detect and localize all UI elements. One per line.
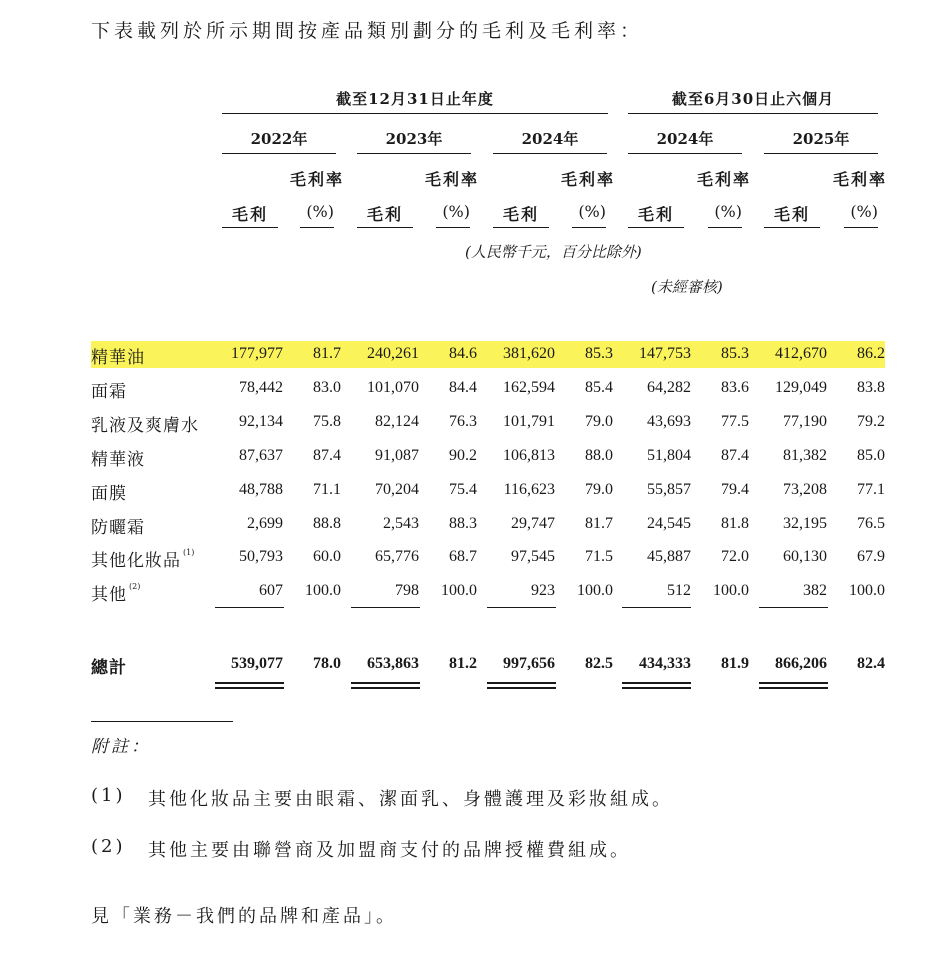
gross-profit-cell: 60,130 [783, 548, 827, 566]
year-header-2023: 2023年 [385, 130, 443, 148]
total-cell: 866,206 [775, 655, 827, 672]
margin-cell: 85.3 [585, 345, 613, 362]
row-label: 其他化妝品 [91, 551, 181, 572]
row-label: 精華液 [91, 449, 145, 470]
margin-cell: 83.0 [313, 378, 341, 396]
margin-cell: 87.4 [721, 446, 749, 464]
gross-profit-cell: 73,208 [783, 480, 827, 498]
margin-cell: 85.3 [721, 345, 749, 362]
row-label: 面霜 [91, 381, 127, 402]
gross-profit-cell: 87,637 [239, 446, 283, 464]
margin-unit-header: (%) [714, 202, 742, 221]
footnote-number: (2) [91, 836, 126, 857]
margin-cell: 77.1 [857, 480, 885, 498]
margin-cell: 84.4 [449, 378, 477, 396]
gross-profit-cell: 29,747 [511, 514, 555, 532]
gross-profit-cell: 82,124 [375, 412, 419, 430]
margin-cell: 100.0 [441, 582, 477, 600]
margin-cell: 71.5 [585, 548, 613, 566]
unit-note: (人民幣千元，百分比除外) [465, 243, 642, 261]
gross-profit-cell: 65,776 [375, 548, 419, 566]
margin-cell: 81.7 [313, 345, 341, 362]
margin-cell: 100.0 [305, 582, 341, 600]
margin-cell: 79.4 [721, 480, 749, 498]
year-header-2024-annual: 2024年 [521, 130, 579, 148]
table-row [91, 511, 885, 538]
year-header-2024-interim: 2024年 [656, 130, 714, 148]
margin-cell: 100.0 [713, 582, 749, 600]
gross-profit-cell: 923 [531, 582, 555, 600]
table-row [91, 341, 885, 368]
gross-profit-cell: 24,545 [647, 514, 691, 532]
year-underline [493, 153, 607, 154]
total-double-underline [622, 682, 691, 684]
gross-profit-cell: 240,261 [367, 345, 419, 362]
group-header-interim: 截至6月30日止六個月 [671, 90, 835, 108]
gross-profit-cell: 97,545 [511, 548, 555, 566]
margin-cell: 76.5 [857, 514, 885, 532]
gross-profit-cell: 77,190 [783, 412, 827, 430]
subtotal-underline [759, 607, 828, 608]
group-header-annual: 截至12月31日止年度 [336, 90, 494, 108]
year-underline [764, 153, 878, 154]
gross-profit-cell: 32,195 [783, 514, 827, 532]
gross-profit-cell: 51,804 [647, 446, 691, 464]
table-row [91, 578, 885, 605]
margin-header: 毛利率 [561, 170, 616, 189]
row-label: 精華油 [91, 348, 145, 368]
table-row [91, 544, 885, 571]
total-cell: 653,863 [367, 655, 419, 672]
see-also-text: 見「業務－我們的品牌和產品」。 [91, 906, 397, 927]
gross-profit-header: 毛利 [773, 205, 810, 224]
total-cell: 434,333 [639, 655, 691, 672]
margin-cell: 75.4 [449, 480, 477, 498]
gross-profit-cell: 101,070 [367, 378, 419, 396]
margin-header: 毛利率 [697, 170, 752, 189]
gross-profit-cell: 92,134 [239, 412, 283, 430]
total-cell: 81.9 [721, 655, 749, 672]
margin-cell: 86.2 [857, 345, 885, 362]
gross-profit-cell: 64,282 [647, 378, 691, 396]
gross-profit-cell: 2,543 [383, 514, 419, 532]
margin-cell: 67.9 [857, 548, 885, 566]
margin-cell: 85.0 [857, 446, 885, 464]
gross-profit-cell: 162,594 [503, 378, 555, 396]
total-double-underline [215, 682, 284, 684]
margin-cell: 88.0 [585, 446, 613, 464]
gross-profit-cell: 50,793 [239, 548, 283, 566]
total-cell: 82.5 [585, 655, 613, 672]
subtotal-underline [622, 607, 691, 608]
row-label: 乳液及爽膚水 [91, 415, 199, 436]
margin-cell: 79.2 [857, 412, 885, 430]
group-underline-interim [628, 113, 878, 114]
margin-header: 毛利率 [290, 170, 345, 189]
gross-profit-cell: 381,620 [503, 345, 555, 362]
row-label: 面膜 [91, 483, 127, 504]
gross-profit-cell: 55,857 [647, 480, 691, 498]
gross-profit-header: 毛利 [231, 205, 268, 224]
margin-cell: 85.4 [585, 378, 613, 396]
margin-cell: 88.8 [313, 514, 341, 532]
margin-cell: 83.8 [857, 378, 885, 396]
total-double-underline [622, 687, 691, 689]
footnote-text: 其他化妝品主要由眼霜、潔面乳、身體護理及彩妝組成。 [148, 789, 673, 810]
margin-cell: 90.2 [449, 446, 477, 464]
margin-header: 毛利率 [833, 170, 888, 189]
margin-cell: 100.0 [577, 582, 613, 600]
gross-profit-cell: 45,887 [647, 548, 691, 566]
unaudited-note: (未經審核) [651, 278, 723, 296]
margin-unit-header: (%) [578, 202, 606, 221]
notes-separator [91, 721, 233, 722]
table-row [91, 443, 885, 470]
column-underline [572, 227, 606, 228]
row-label: 其他 [91, 585, 127, 606]
column-underline [436, 227, 470, 228]
margin-cell: 71.1 [313, 480, 341, 498]
year-underline [222, 153, 336, 154]
total-cell: 539,077 [231, 655, 283, 672]
gross-profit-cell: 43,693 [647, 412, 691, 430]
gross-profit-cell: 412,670 [775, 345, 827, 362]
gross-profit-cell: 48,788 [239, 480, 283, 498]
gross-profit-cell: 106,813 [503, 446, 555, 464]
margin-cell: 60.0 [313, 548, 341, 566]
gross-profit-cell: 607 [259, 582, 283, 600]
year-header-2022: 2022年 [250, 130, 308, 148]
footnote-marker: (2) [129, 582, 141, 592]
gross-profit-cell: 91,087 [375, 446, 419, 464]
gross-profit-cell: 81,382 [783, 446, 827, 464]
margin-cell: 79.0 [585, 412, 613, 430]
gross-profit-cell: 382 [803, 582, 827, 600]
total-row [91, 651, 885, 678]
gross-profit-cell: 2,699 [247, 514, 283, 532]
margin-cell: 83.6 [721, 378, 749, 396]
total-double-underline [351, 682, 420, 684]
margin-cell: 87.4 [313, 446, 341, 464]
margin-cell: 84.6 [449, 345, 477, 362]
gross-profit-cell: 512 [667, 582, 691, 600]
margin-unit-header: (%) [442, 202, 470, 221]
notes-heading: 附註： [91, 737, 151, 757]
gross-profit-cell: 129,049 [775, 378, 827, 396]
footnote-number: (1) [91, 785, 126, 806]
gross-profit-cell: 147,753 [639, 345, 691, 362]
total-double-underline [759, 687, 828, 689]
subtotal-underline [487, 607, 556, 608]
column-underline [493, 227, 549, 228]
total-cell: 78.0 [313, 655, 341, 672]
group-underline-annual [222, 113, 608, 114]
gross-profit-cell: 798 [395, 582, 419, 600]
intro-text: 下表載列於所示期間按產品類別劃分的毛利及毛利率： [91, 20, 644, 42]
column-underline [222, 227, 278, 228]
column-underline [300, 227, 334, 228]
margin-cell: 81.7 [585, 514, 613, 532]
column-underline [357, 227, 413, 228]
gross-profit-header: 毛利 [502, 205, 539, 224]
year-header-2025: 2025年 [792, 130, 850, 148]
margin-cell: 77.5 [721, 412, 749, 430]
margin-cell: 81.8 [721, 514, 749, 532]
margin-cell: 72.0 [721, 548, 749, 566]
column-underline [628, 227, 684, 228]
total-double-underline [487, 687, 556, 689]
column-underline [708, 227, 742, 228]
margin-cell: 88.3 [449, 514, 477, 532]
footnote-text: 其他主要由聯營商及加盟商支付的品牌授權費組成。 [148, 840, 631, 861]
total-double-underline [487, 682, 556, 684]
total-double-underline [759, 682, 828, 684]
margin-unit-header: (%) [850, 202, 878, 221]
table-row [91, 477, 885, 504]
gross-profit-header: 毛利 [637, 205, 674, 224]
margin-unit-header: (%) [306, 202, 334, 221]
gross-profit-cell: 78,442 [239, 378, 283, 396]
margin-cell: 68.7 [449, 548, 477, 566]
table-row [91, 375, 885, 402]
column-underline [764, 227, 820, 228]
gross-profit-cell: 70,204 [375, 480, 419, 498]
footnote-marker: (1) [183, 548, 195, 558]
total-label: 總計 [91, 658, 127, 678]
gross-profit-cell: 116,623 [503, 480, 555, 498]
year-underline [357, 153, 471, 154]
table-row [91, 409, 885, 436]
gross-profit-cell: 101,791 [503, 412, 555, 430]
year-underline [628, 153, 742, 154]
total-cell: 81.2 [449, 655, 477, 672]
margin-cell: 79.0 [585, 480, 613, 498]
total-cell: 82.4 [857, 655, 885, 672]
column-underline [844, 227, 878, 228]
margin-cell: 75.8 [313, 412, 341, 430]
subtotal-underline [215, 607, 284, 608]
margin-header: 毛利率 [425, 170, 480, 189]
margin-cell: 100.0 [849, 582, 885, 600]
total-double-underline [215, 687, 284, 689]
subtotal-underline [351, 607, 420, 608]
gross-profit-header: 毛利 [366, 205, 403, 224]
total-double-underline [351, 687, 420, 689]
row-label: 防曬霜 [91, 517, 145, 538]
margin-cell: 76.3 [449, 412, 477, 430]
gross-profit-cell: 177,977 [231, 345, 283, 362]
total-cell: 997,656 [503, 655, 555, 672]
